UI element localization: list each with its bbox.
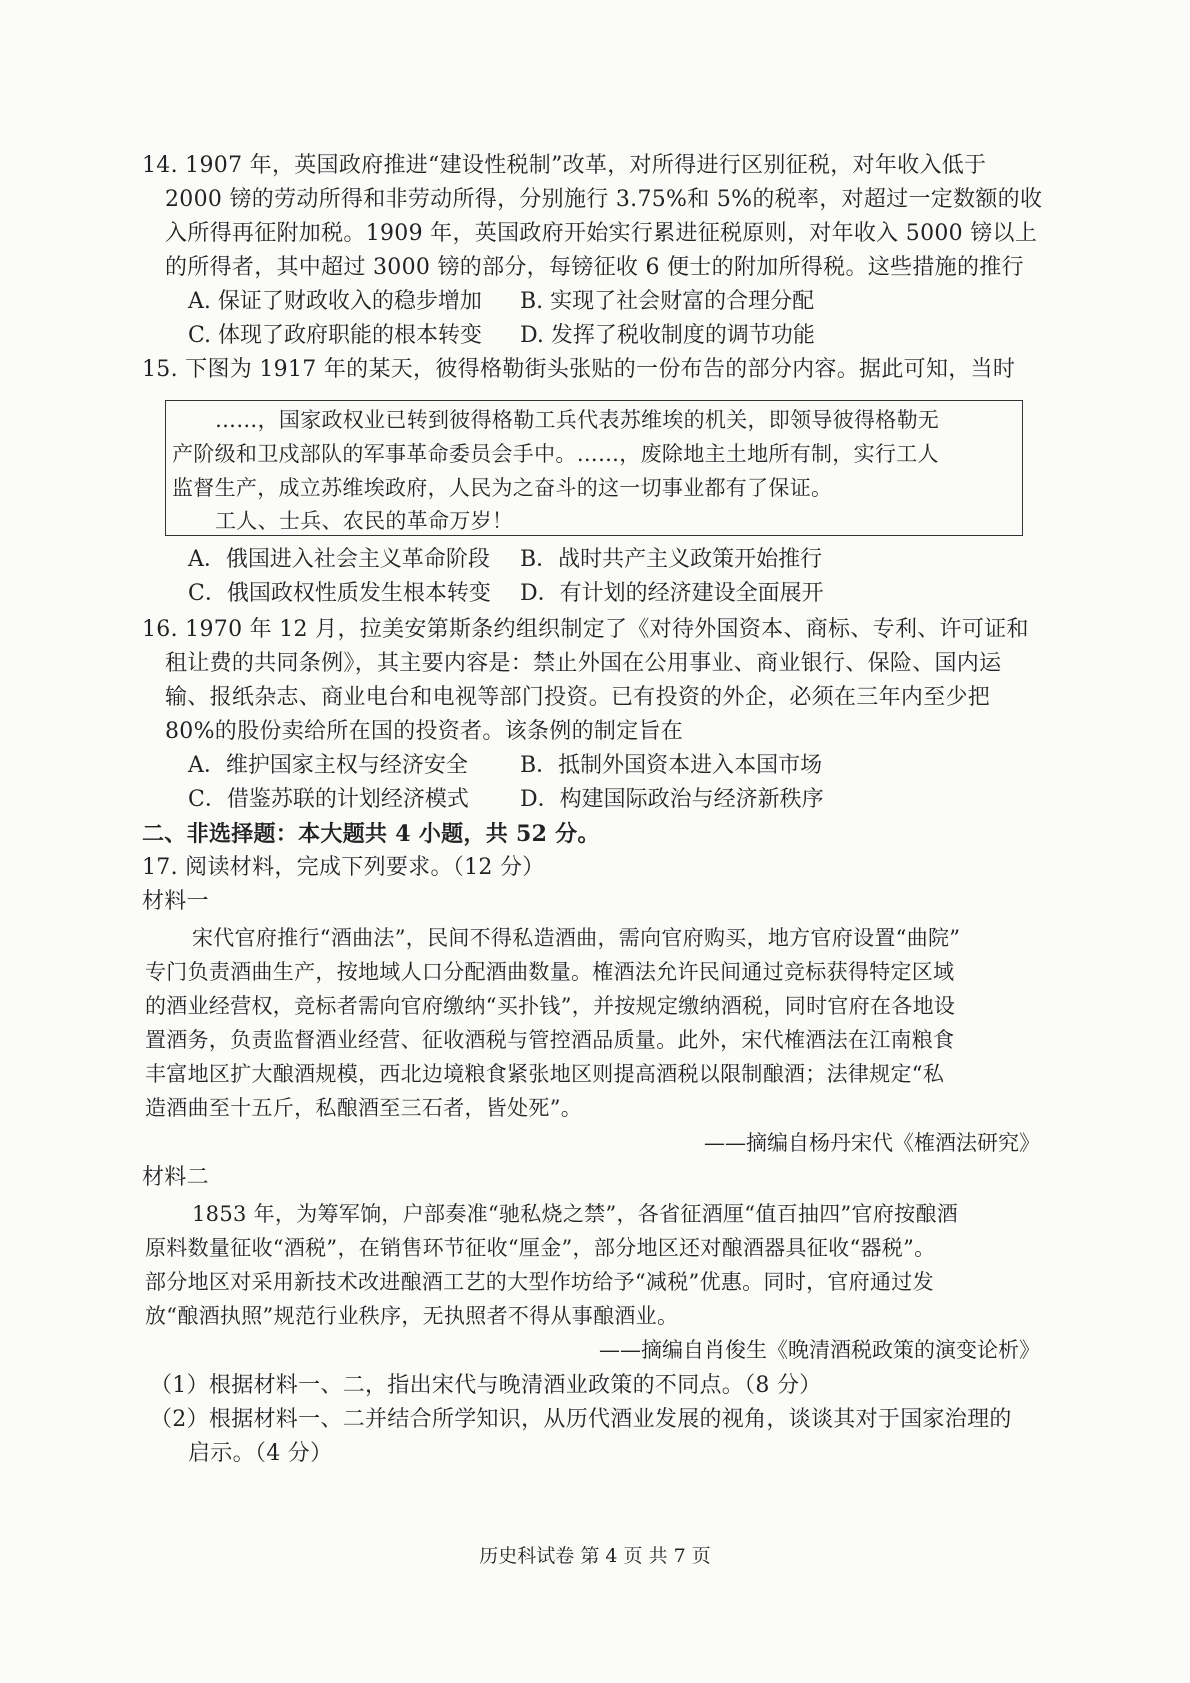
material-2-line-3: 部分地区对采用新技术改进酿酒工艺的大型作坊给予“减税”优惠。同时，官府通过发 (145, 1270, 934, 1294)
material-1-label: 材料一 (142, 889, 209, 914)
q14-option-d: D. 发挥了税收制度的调节功能 (520, 323, 815, 348)
q16-option-d: D．构建国际政治与经济新秩序 (520, 787, 824, 812)
material-1-line-3: 的酒业经营权，竞标者需向官府缴纳“买扑钱”，并按规定缴纳酒税，同时官府在各地设 (145, 994, 956, 1018)
page-footer: 历史科试卷 第 4 页 共 7 页 (479, 1545, 711, 1567)
q15-box-line-2: 产阶级和卫戍部队的军事革命委员会手中。……，废除地主土地所有制，实行工人 (172, 442, 939, 466)
q15-box-line-1: ……，国家政权业已转到彼得格勒工兵代表苏维埃的机关，即领导彼得格勒无 (215, 408, 940, 432)
q14-option-c: C. 体现了政府职能的根本转变 (188, 323, 483, 348)
q14-option-b: B. 实现了社会财富的合理分配 (520, 289, 815, 314)
q15-stem: 15. 下图为 1917 年的某天，彼得格勒街头张贴的一份布告的部分内容。据此可知，当时 (142, 357, 1016, 382)
q14-line-4: 的所得者，其中超过 3000 镑的部分，每镑征收 6 便士的附加所得税。这些措施的推行 (165, 255, 1024, 280)
q17-subquestion-1: （1）根据材料一、二，指出宋代与晚清酒业政策的不同点。（8 分） (150, 1373, 822, 1398)
material-1-line-4: 置酒务，负责监督酒业经营、征收酒税与管控酒品质量。此外，宋代榷酒法在江南粮食 (145, 1028, 955, 1052)
q16-option-a: A．维护国家主权与经济安全 (188, 753, 468, 778)
q15-option-d: D．有计划的经济建设全面展开 (520, 581, 824, 606)
q14-line-3: 入所得再征附加税。1909 年，英国政府开始实行累进征税原则，对年收入 5000 镑以上 (165, 221, 1038, 246)
q16-option-c: C．借鉴苏联的计划经济模式 (188, 787, 469, 812)
q17-subquestion-2-line-1: （2）根据材料一、二并结合所学知识，从历代酒业发展的视角，谈谈其对于国家治理的 (150, 1407, 1012, 1432)
q17-subquestion-2-line-2: 启示。（4 分） (188, 1441, 333, 1466)
q16-line-3: 输、报纸杂志、商业电台和电视等部门投资。已有投资的外企，必须在三年内至少把 (165, 685, 991, 710)
q17-title: 17. 阅读材料，完成下列要求。（12 分） (142, 855, 545, 880)
q14-line-1: 14. 1907 年，英国政府推进“建设性税制”改革，对所得进行区别征税，对年收入低于 (142, 153, 987, 178)
q15-option-b: B．战时共产主义政策开始推行 (520, 547, 823, 572)
q16-line-4: 80%的股份卖给所在国的投资者。该条例的制定旨在 (165, 719, 684, 744)
material-2-label: 材料二 (142, 1165, 209, 1190)
q16-option-b: B．抵制外国资本进入本国市场 (520, 753, 823, 778)
q14-line-2: 2000 镑的劳动所得和非劳动所得，分别施行 3.75%和 5%的税率，对超过一定数额的收 (165, 187, 1043, 212)
material-1-line-6: 造酒曲至十五斤，私酿酒至三石者，皆处死”。 (145, 1096, 583, 1120)
material-2-line-1: 1853 年，为筹军饷，户部奏准“驰私烧之禁”，各省征酒厘“值百抽四”官府按酿酒 (192, 1202, 959, 1226)
q15-box-line-4: 工人、士兵、农民的革命万岁！ (215, 509, 514, 533)
q16-line-2: 租让费的共同条例》，其主要内容是：禁止外国在公用事业、商业银行、保险、国内运 (165, 651, 1002, 676)
q15-option-c: C．俄国政权性质发生根本转变 (188, 581, 491, 606)
material-2-line-2: 原料数量征收“酒税”，在销售环节征收“厘金”，部分地区还对酿酒器具征收“器税”。 (145, 1236, 936, 1260)
material-1-line-2: 专门负责酒曲生产，按地域人口分配酒曲数量。榷酒法允许民间通过竞标获得特定区域 (145, 960, 955, 984)
q14-option-a: A. 保证了财政收入的稳步增加 (188, 289, 482, 314)
q15-option-a: A．俄国进入社会主义革命阶段 (188, 547, 490, 572)
material-1-line-5: 丰富地区扩大酿酒规模，西北边境粮食紧张地区则提高酒税以限制酿酒；法律规定“私 (145, 1062, 945, 1086)
q15-box-line-3: 监督生产，成立苏维埃政府，人民为之奋斗的这一切事业都有了保证。 (172, 476, 833, 500)
material-1-source: ——摘编自杨丹宋代《榷酒法研究》 (704, 1131, 1040, 1155)
material-2-source: ——摘编自肖俊生《晚清酒税政策的演变论析》 (599, 1338, 1040, 1362)
q16-line-1: 16. 1970 年 12 月，拉美安第斯条约组织制定了《对待外国资本、商标、专利、许可证和 (142, 617, 1029, 642)
material-1-line-1: 宋代官府推行“酒曲法”，民间不得私造酒曲，需向官府购买，地方官府设置“曲院” (192, 926, 961, 950)
section-2-heading: 二、非选择题：本大题共 4 小题，共 52 分。 (142, 821, 600, 847)
material-2-line-4: 放“酿酒执照”规范行业秩序，无执照者不得从事酿酒业。 (145, 1304, 679, 1328)
